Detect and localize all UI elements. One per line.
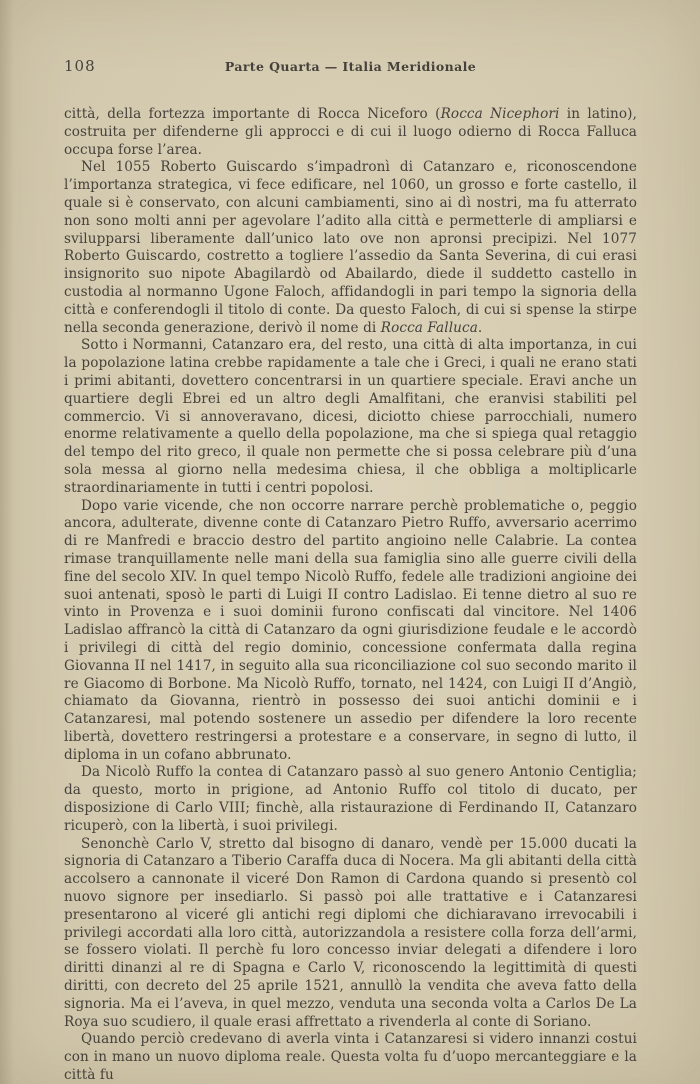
- text-segment: in latino), costruita per difenderne gli approcci e di cui il luogo odierno di Rocca Falluca occupa forse l’area.: [64, 106, 637, 158]
- paragraph: [64, 337, 637, 497]
- text-segment: Quando perciò credevano di averla vinta i Catanzaresi si videro innanzi costui con in mano un nuovo diploma reale. Questa volta fu d’uopo mercanteggiare e la città fu: [64, 1031, 637, 1084]
- text-segment: Dopo varie vicende, che non occorre narrare perchè problematiche o, peggio ancora, adulterate, divenne conte di Catanzaro Pietro Ruffo, avversario acerrimo di re Manfredi e braccio destro del partito angioino nelle Calabrie. La contea rimase tranquillamente nelle mani della sua famiglia sino alle guerre civili della fine del secolo XIV. In quel tempo Nicolò Ruffo, fedele alle tradizioni angioine dei suoi antenati, sposò le parti di Luigi II contro Ladislao. Ei tenne dietro al suo re vinto in Provenza e i suoi dominii furono confiscati dal vincitore. Nel 1406 Ladislao affrancò la città di Catanzaro da ogni giurisdizione feudale e le accordò i privilegi di città del regio dominio, concessione confermata dalla regina Giovanna II nel 1417, in seguito alla sua riconciliazione col suo secondo marito il re Giacomo di Borbone. Ma Nicolò Ruffo, tornato, nel 1424, con Luigi II d’Angiò, chiamato da Giovanna, rientrò in possesso dei suoi antichi dominii e i Catanzaresi, mal potendo sostenere un assedio per difendere la loro recente libertà, dovettero restringersi a protestare e a conservare, in segno di lutto, il diploma in un cofano abbrunato.: [64, 497, 637, 763]
- text-segment: .: [477, 319, 483, 336]
- running-title: Parte Quarta — Italia Meridionale: [224, 59, 477, 74]
- italic-text: Rocca Falluca: [380, 319, 478, 336]
- body-text: [64, 106, 637, 1084]
- text-segment: Sotto i Normanni, Catanzaro era, del resto, una città di alta importanza, in cui la popolazione latina crebbe rapidamente a tale che i Greci, i quali ne erano stati i primi abitanti, dovettero concentrarsi in un quartiere speciale. Eravi anche un quartiere degli Ebrei ed un altro degli Amalfitani, che eranvisi stabiliti pel commercio. Vi si annoveravano, dicesi, diciotto chiese parrocchiali, numero enorme relativamente a quello della popolazione, ma che si spiega qual retaggio del tempo del rito greco, il quale non permette che si possa celebrare più d’una sola messa al giorno nella medesima chiesa, il che obbliga a moltiplicarle straordinariamente in tutti i centri popolosi.: [64, 337, 637, 496]
- text-segment: città, della fortezza importante di Rocca Niceforo (: [64, 106, 441, 122]
- paragraph: [64, 498, 637, 765]
- paragraph: [64, 764, 637, 835]
- text-segment: Da Nicolò Ruffo la contea di Catanzaro passò al suo genero Antonio Centiglia; da questo, morto in prigione, ad Antonio Ruffo col titolo di ducato, per disposizione di Carlo VIII; finchè, alla ristaurazione di Ferdinando II, Catanzaro ricuperò, con la libertà, i suoi privilegi.: [64, 764, 637, 834]
- running-head: [64, 57, 637, 77]
- paragraph: [64, 159, 637, 337]
- text-segment: Nel 1055 Roberto Guiscardo s’impadronì di Catanzaro e, riconoscendone l’importanza strategica, vi fece edificare, nel 1060, un grosso e forte castello, il quale si è conservato, con alcuni cambiamenti, sino ai dì nostri, ma fu atterrato non sono molti anni per agevolare l’adito alla città e permetterle di ampliarsi e svilupparsi liberamente dall’unico lato ove non apronsi precipizi. Nel 1077 Roberto Guiscardo, costretto a togliere l’assedio da Santa Severina, di cui erasi insignorito suo nipote Abagilardò od Abailardo, diede il suddetto castello in custodia al normanno Ugone Faloch, affidandogli in pari tempo la signoria della città e conferendogli il titolo di conte. Da questo Faloch, di cui si spense la stirpe nella seconda generazione, derivò il nome di: [64, 159, 637, 336]
- page-number: 108: [64, 57, 96, 75]
- italic-text: Rocca Nicephori: [440, 106, 560, 122]
- paragraph: [64, 836, 637, 1032]
- paragraph: [64, 1031, 637, 1084]
- text-segment: Senonchè Carlo V, stretto dal bisogno di danaro, vendè per 15.000 ducati la signoria di Catanzaro a Tiberio Caraffa duca di Nocera. Ma gli abitanti della città accolsero a cannonate il viceré Don Ramon di Cardona quando si presentò col nuovo signore per insediarlo. Si passò poi alle trattative e i Catanzaresi presentarono al viceré gli antichi regi diplomi che dichiaravano irrevocabili i privilegi accordati alla loro città, autorizzandola a resistere colla forza dell’armi, se fossero violati. Il perchè fu loro concesso inviar delegati a difendere i loro diritti dinanzi al re di Spagna e Carlo V, riconoscendo la legittimità di questi diritti, con decreto del 25 aprile 1521, annullò la vendita che aveva fatto della signoria. Ma ei l’aveva, in quel mezzo, venduta una seconda volta a Carlos De La Roya suo scudiero, il quale erasi affrettato a rivenderla al conte di Soriano.: [64, 835, 637, 1030]
- paragraph: [64, 106, 637, 159]
